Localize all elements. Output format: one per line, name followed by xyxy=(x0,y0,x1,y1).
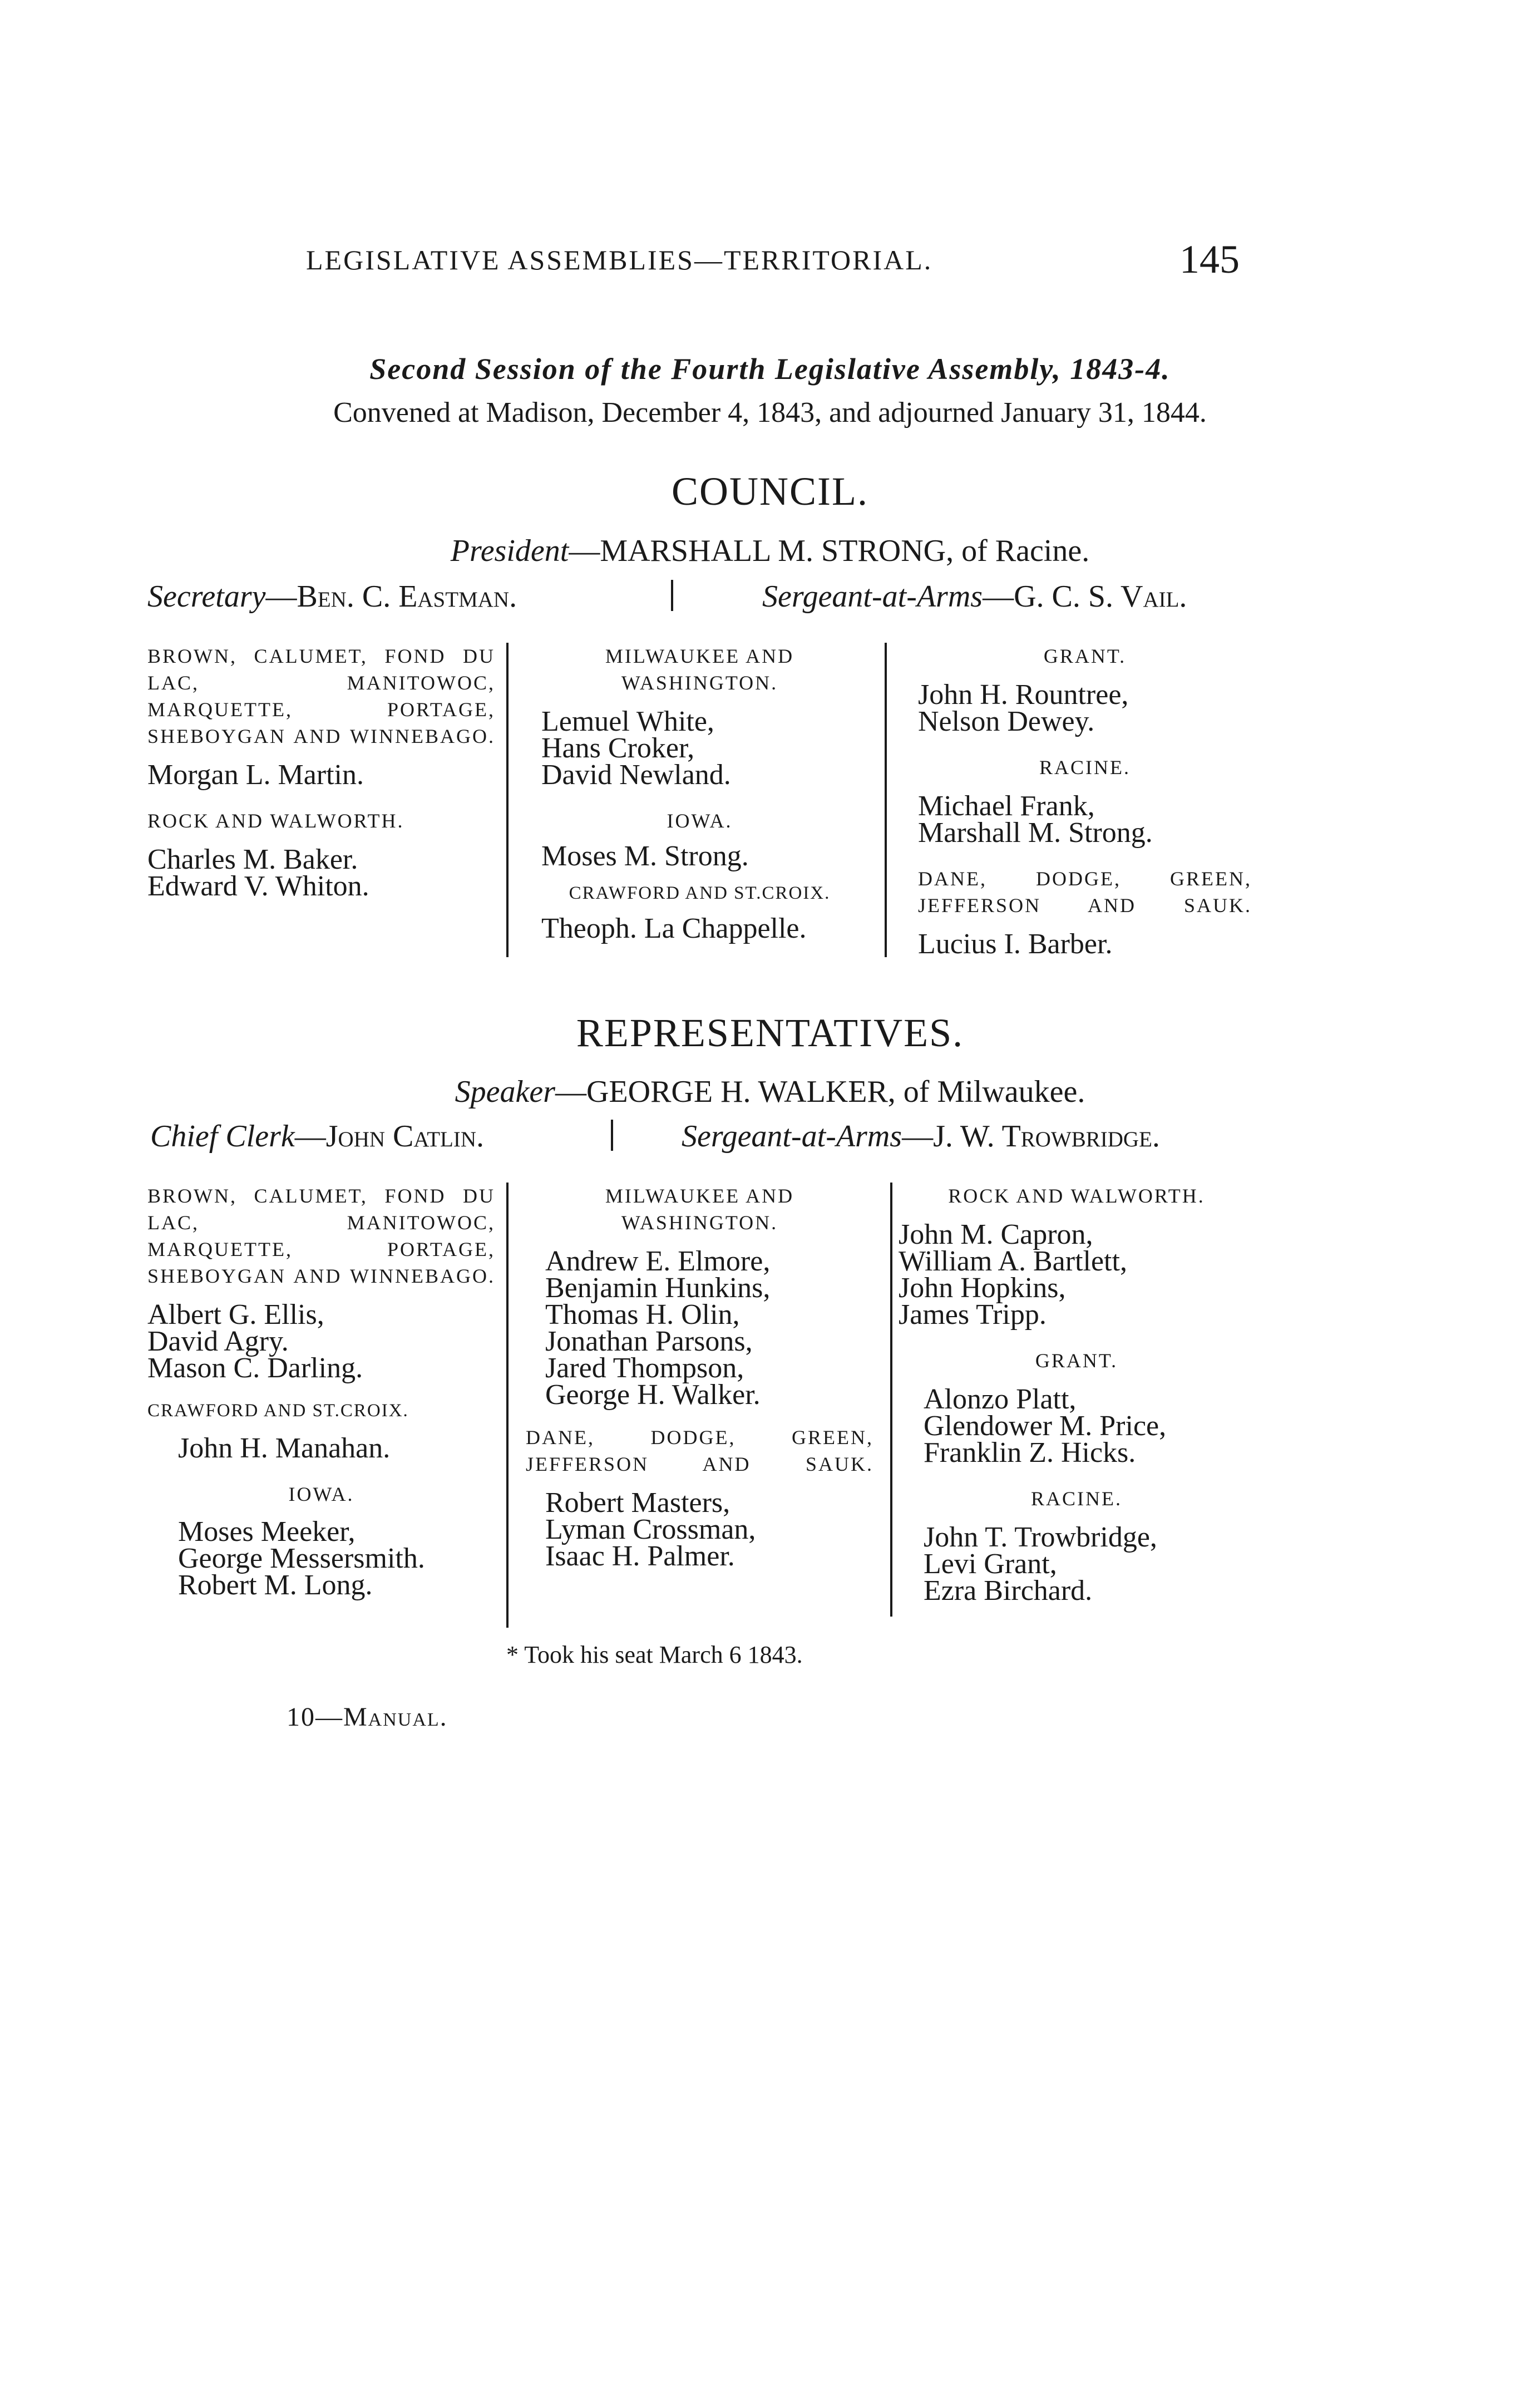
council-sergeant xyxy=(762,579,1187,614)
member-name: Isaac H. Palmer. xyxy=(545,1540,735,1572)
member-name: Robert Masters, xyxy=(545,1487,730,1519)
member-name: John Hopkins, xyxy=(899,1272,1066,1304)
member-name: George H. Walker. xyxy=(545,1379,761,1411)
council-column-1 xyxy=(147,643,495,900)
member-name: Benjamin Hunkins, xyxy=(545,1272,771,1304)
member-name: John H. Manahan. xyxy=(178,1432,391,1464)
member-name: Hans Croker, xyxy=(541,732,695,764)
member-name: Robert M. Long. xyxy=(178,1569,373,1601)
session-title: Second Session of the Fourth Legislative Assembly, 1843-4. xyxy=(369,352,1171,386)
secretary-name: —Ben. C. Eastman. xyxy=(265,579,517,614)
member-name: Moses Meeker, xyxy=(178,1516,356,1548)
district-heading: MILWAUKEE AND WASHINGTON. xyxy=(605,1185,794,1234)
council-column-2 xyxy=(526,643,873,942)
district-heading: CRAWFORD AND ST.CROIX. xyxy=(569,883,831,903)
district-heading: DANE, DODGE, GREEN, JEFFERSON AND SAUK. xyxy=(526,1426,873,1475)
clerk-name: —John Catlin. xyxy=(294,1119,485,1154)
member-name: Albert G. Ellis, xyxy=(147,1299,324,1331)
member-name: Charles M. Baker. xyxy=(147,844,358,875)
representatives-column-3 xyxy=(899,1183,1255,1607)
district-heading: GRANT. xyxy=(1043,645,1127,667)
district-heading: BROWN, CALUMET, FOND DU LAC, MANITOWOC, MARQUETTE, PORTAGE, SHEBOYGAN AND WINNEBAGO. xyxy=(147,645,495,747)
session-convened: Convened at Madison, December 4, 1843, and adjourned January 31, 1844. xyxy=(333,397,1207,428)
column-rule xyxy=(890,1183,892,1617)
district-heading: GRANT. xyxy=(1035,1349,1118,1372)
member-name: Lyman Crossman, xyxy=(545,1514,756,1545)
column-rule xyxy=(506,643,509,957)
district-heading: RACINE. xyxy=(1031,1487,1122,1510)
district-heading: CRAWFORD AND ST.CROIX. xyxy=(147,1401,409,1421)
member-name: Ezra Birchard. xyxy=(924,1575,1093,1607)
president-label: President xyxy=(450,534,569,568)
member-name: Glendower M. Price, xyxy=(924,1410,1167,1442)
member-name: George Messersmith. xyxy=(178,1543,425,1574)
representatives-speaker xyxy=(0,1074,1540,1110)
council-secretary xyxy=(147,579,517,614)
member-name: Theoph. La Chappelle. xyxy=(541,913,807,944)
member-name: Marshall M. Strong. xyxy=(918,817,1153,849)
column-rule xyxy=(506,1183,509,1628)
representatives-sergeant xyxy=(682,1119,1160,1154)
member-name: William A. Bartlett, xyxy=(899,1245,1127,1277)
member-name: Alonzo Platt, xyxy=(924,1383,1077,1415)
sergeant-label: Sergeant-at-Arms xyxy=(762,579,983,614)
district-heading: BROWN, CALUMET, FOND DU LAC, MANITOWOC, MARQUETTE, PORTAGE, SHEBOYGAN AND WINNEBAGO. xyxy=(147,1185,495,1287)
member-name: Jared Thompson, xyxy=(545,1352,744,1384)
district-heading: MILWAUKEE AND WASHINGTON. xyxy=(605,645,794,694)
member-name: Nelson Dewey. xyxy=(918,706,1095,737)
member-name: Morgan L. Martin. xyxy=(147,759,364,791)
member-name: Mason C. Darling. xyxy=(147,1352,363,1384)
column-rule xyxy=(885,643,887,957)
clerk-label: Chief Clerk xyxy=(150,1119,295,1154)
member-name: John M. Capron, xyxy=(899,1219,1093,1250)
representatives-column-1 xyxy=(147,1183,495,1599)
member-name: Michael Frank, xyxy=(918,790,1095,822)
sergeant-name: —G. C. S. Vail. xyxy=(983,579,1187,614)
member-name: Lucius I. Barber. xyxy=(918,928,1113,960)
member-name: Thomas H. Olin, xyxy=(545,1299,740,1331)
district-heading: IOWA. xyxy=(667,810,733,832)
speaker-name: —GEORGE H. WALKER, of Milwaukee. xyxy=(555,1075,1085,1109)
member-name: John H. Rountree, xyxy=(918,679,1129,711)
member-name: James Tripp. xyxy=(899,1299,1047,1331)
officer-divider xyxy=(611,1120,613,1151)
member-name: Andrew E. Elmore, xyxy=(545,1245,771,1277)
president-name: —MARSHALL M. STRONG, of Racine. xyxy=(569,534,1090,568)
district-heading: RACINE. xyxy=(1039,756,1131,779)
member-name: David Newland. xyxy=(541,759,731,791)
representatives-heading: REPRESENTATIVES. xyxy=(576,1011,964,1055)
member-name: Franklin Z. Hicks. xyxy=(924,1437,1136,1469)
member-name: David Agry. xyxy=(147,1326,289,1357)
council-column-3 xyxy=(918,643,1252,958)
member-name: Jonathan Parsons, xyxy=(545,1326,753,1357)
member-name: Levi Grant, xyxy=(924,1548,1057,1580)
member-name: John T. Trowbridge, xyxy=(924,1521,1157,1553)
sergeant-name: —J. W. Trowbridge. xyxy=(902,1119,1160,1154)
representatives-clerk xyxy=(150,1119,484,1154)
member-name: Edward V. Whiton. xyxy=(147,870,369,902)
representatives-column-2 xyxy=(526,1183,873,1570)
secretary-label: Secretary xyxy=(147,579,266,614)
district-heading: ROCK AND WALWORTH. xyxy=(948,1185,1205,1207)
officer-divider xyxy=(671,580,673,611)
footnote: * Took his seat March 6 1843. xyxy=(506,1641,803,1668)
running-header: LEGISLATIVE ASSEMBLIES—TERRITORIAL. xyxy=(306,244,933,275)
council-heading: COUNCIL. xyxy=(672,469,868,514)
district-heading: DANE, DODGE, GREEN, JEFFERSON AND SAUK. xyxy=(918,868,1252,917)
district-heading: ROCK AND WALWORTH. xyxy=(147,810,404,832)
page-signature xyxy=(287,1702,448,1732)
sergeant-label: Sergeant-at-Arms xyxy=(682,1119,902,1154)
page-number: 145 xyxy=(1179,237,1240,282)
member-name: Moses M. Strong. xyxy=(541,840,749,872)
council-president xyxy=(0,533,1540,569)
district-heading: IOWA. xyxy=(288,1483,354,1505)
signature-text: 10—Manual. xyxy=(287,1702,448,1732)
member-name: Lemuel White, xyxy=(541,706,714,737)
speaker-label: Speaker xyxy=(455,1075,555,1109)
